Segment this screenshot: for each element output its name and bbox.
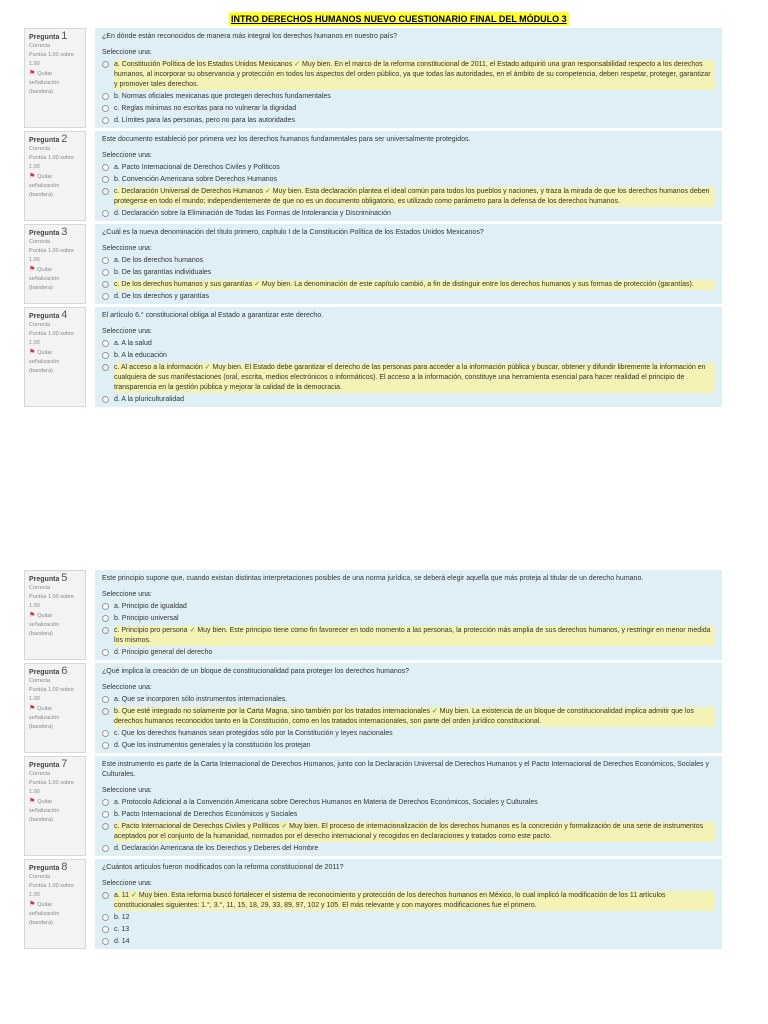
answer-label: a. Protocolo Adicional a la Convención Americana sobre Derechos Humanos en Materia de Derechos Económicos, Sociales y Culturales — [114, 799, 538, 806]
flag-label: Quitar señalización (bandera) — [29, 902, 60, 926]
radio-icon[interactable] — [102, 696, 109, 703]
question-number-label — [29, 228, 81, 238]
answer-option[interactable] — [102, 395, 715, 405]
select-label: Seleccione una: — [102, 684, 152, 691]
answer-text — [114, 395, 715, 405]
flag-toggle[interactable] — [29, 172, 81, 200]
question-info — [24, 570, 86, 660]
check-icon: ✓ — [431, 708, 438, 715]
radio-icon[interactable] — [102, 61, 109, 68]
radio-icon[interactable] — [102, 105, 109, 112]
answer-label: c. De los derechos humanos y sus garantías — [114, 281, 253, 288]
answer-label: b. A la educación — [114, 352, 167, 359]
question-prefix: Pregunta — [29, 762, 60, 769]
radio-icon[interactable] — [102, 269, 109, 276]
answer-feedback: Muy bien. En el marco de la reforma constitucional de 2011, el Estado adquirió una gran responsabilidad respecto a los derechos humanos, al incorporar su observancia y protección en todos los aspectos del orden público, ya que todas las autoridades, en el ámbito de su competencia, deben respetar, proteger, garantizar y promover tales derechos. — [114, 61, 711, 88]
answer-text — [114, 175, 715, 185]
radio-icon[interactable] — [102, 799, 109, 806]
radio-icon[interactable] — [102, 811, 109, 818]
flag-label: Quitar señalización (bandera) — [29, 174, 60, 198]
radio-icon[interactable] — [102, 257, 109, 264]
answer-label: c. Que los derechos humanos sean protegidos sólo por la Constitución y leyes nacionales — [114, 730, 393, 737]
question-number: 3 — [61, 226, 68, 238]
answer-option[interactable] — [102, 741, 715, 751]
answer-text — [114, 913, 715, 923]
answer-option[interactable] — [102, 648, 715, 658]
answer-option[interactable] — [102, 209, 715, 219]
answer-text — [114, 798, 715, 808]
answer-option[interactable] — [102, 925, 715, 935]
answer-option[interactable] — [102, 913, 715, 923]
answer-option[interactable] — [102, 844, 715, 854]
question-1 — [24, 28, 722, 128]
answer-text — [114, 844, 715, 854]
answer-option[interactable] — [102, 92, 715, 102]
answer-label: a. Principio de igualdad — [114, 603, 187, 610]
question-content — [95, 224, 722, 304]
question-text: Este instrumento es parte de la Carta Internacional de Derechos Humanos, junto con la Declaración Universal de Derechos Humanos y el Pacto Internacional de Derechos Económicos, Sociales y Culturales. — [102, 761, 709, 778]
radio-icon[interactable] — [102, 293, 109, 300]
radio-icon[interactable] — [102, 210, 109, 217]
answer-text — [114, 925, 715, 935]
answer-text — [114, 741, 715, 751]
select-label: Seleccione una: — [102, 328, 152, 335]
answer-label: a. A la salud — [114, 340, 152, 347]
answer-option[interactable] — [102, 280, 715, 290]
select-label: Seleccione una: — [102, 880, 152, 887]
answer-label: a. Constitución Política de los Estados Unidos Mexicanos — [114, 61, 293, 68]
flag-toggle[interactable] — [29, 611, 81, 639]
answer-label: b. 12 — [114, 914, 130, 921]
question-status: Correcta — [29, 43, 51, 49]
answer-option[interactable] — [102, 363, 715, 393]
radio-icon[interactable] — [102, 742, 109, 749]
answer-option[interactable] — [102, 163, 715, 173]
answer-text — [114, 116, 715, 126]
answer-label: c. Al acceso a la información — [114, 364, 203, 371]
question-7 — [24, 756, 722, 856]
question-content — [95, 28, 722, 128]
flag-icon: ⚑ — [29, 70, 36, 77]
question-score: Puntúa 1.00 sobre 1.00 — [29, 687, 74, 702]
question-prefix: Pregunta — [29, 576, 60, 583]
questions-block-top — [24, 28, 722, 410]
check-icon: ✓ — [254, 281, 260, 288]
answer-label: c. 13 — [114, 926, 130, 933]
answer-label: d. Declaración sobre la Eliminación de Todas las Formas de Intolerancia y Discriminación — [114, 210, 391, 217]
answer-label: c. Pacto Internacional de Derechos Civiles y Políticos — [114, 823, 280, 830]
radio-icon[interactable] — [102, 823, 109, 830]
answer-label: a. De los derechos humanos — [114, 257, 204, 264]
question-prefix: Pregunta — [29, 230, 60, 237]
answer-text — [114, 60, 715, 90]
question-info — [24, 224, 86, 304]
questions-block-bottom — [24, 570, 722, 952]
question-score: Puntúa 1.00 sobre 1.00 — [29, 248, 74, 263]
flag-icon: ⚑ — [29, 705, 36, 712]
question-number-label — [29, 135, 81, 145]
question-text: El artículo 6.° constitucional obliga al Estado a garantizar este derecho. — [102, 312, 324, 319]
question-number-label — [29, 574, 81, 584]
question-2 — [24, 131, 722, 221]
check-icon: ✓ — [189, 627, 196, 634]
select-label: Seleccione una: — [102, 245, 152, 252]
answer-feedback: Muy bien. Este principio tiene como fin favorecer en todo momento a las personas, la protección más amplia de sus derechos humanos, y restringir en menor medida los mismos. — [114, 627, 711, 644]
flag-icon: ⚑ — [29, 266, 36, 273]
radio-icon[interactable] — [102, 352, 109, 359]
radio-icon[interactable] — [102, 188, 109, 195]
question-status: Correcta — [29, 771, 51, 777]
radio-icon[interactable] — [102, 164, 109, 171]
question-status: Correcta — [29, 322, 51, 328]
question-info — [24, 663, 86, 753]
answer-text — [114, 351, 715, 361]
answer-text — [114, 626, 715, 646]
answer-option[interactable] — [102, 268, 715, 278]
page-title: INTRO DERECHOS HUMANOS NUEVO CUESTIONARIO FINAL DEL MÓDULO 3 — [231, 14, 567, 24]
answer-feedback: Muy bien. La denominación de este capítulo cambió, a fin de distinguir entre los derechos humanos y sus formas de protección (garantías). — [261, 281, 694, 288]
answer-label: c. Principio pro persona — [114, 627, 188, 634]
answer-label: d. Límites para las personas, pero no para las autoridades — [114, 117, 295, 124]
question-status: Correcta — [29, 678, 51, 684]
answer-label: a. 11 — [114, 892, 130, 899]
answer-label: a. Que se incorporen sólo instrumentos internacionales. — [114, 696, 288, 703]
question-prefix: Pregunta — [29, 865, 60, 872]
select-label: Seleccione una: — [102, 787, 152, 794]
answer-option[interactable] — [102, 937, 715, 947]
answer-option[interactable] — [102, 602, 715, 612]
question-number: 8 — [61, 861, 68, 873]
answer-text — [114, 648, 715, 658]
flag-toggle[interactable] — [29, 900, 81, 928]
question-content — [95, 859, 722, 949]
question-number: 2 — [61, 133, 68, 145]
question-5 — [24, 570, 722, 660]
answer-label: b. Principio universal — [114, 615, 179, 622]
answer-feedback: Muy bien. El Estado debe garantizar el derecho de las personas para acceder a la información pública y buscar, obtener y difundir libremente la información en cualquiera de sus manifestaciones (oral, escrita, medios electrónicos o informáticos). El acceso a la información, constituye una herramienta esencial para hacer realidad el principio de transparencia en la gestión pública y mejorar la calidad de la democracia. — [114, 364, 706, 391]
answer-option[interactable] — [102, 292, 715, 302]
answer-label: d. De los derechos y garantías — [114, 293, 209, 300]
check-icon: ✓ — [131, 892, 137, 899]
answer-text — [114, 339, 715, 349]
radio-icon[interactable] — [102, 603, 109, 610]
question-number: 1 — [61, 30, 68, 42]
answer-text — [114, 268, 715, 278]
answer-option[interactable] — [102, 256, 715, 266]
answer-text — [114, 937, 715, 947]
question-info — [24, 28, 86, 128]
answer-feedback: Muy bien. Esta declaración plantea el ideal común para todos los pueblos y naciones, y traza la mirada de que los derechos humanos deben protegerse en todo el mundo; independientemente de que no es un documento obligatorio, es utilizado como parámetro para la defensa de los derechos humanos. — [114, 188, 710, 205]
answer-option[interactable] — [102, 116, 715, 126]
question-score: Puntúa 1.00 sobre 1.00 — [29, 883, 74, 898]
answer-label: b. De las garantías individuales — [114, 269, 212, 276]
question-score: Puntúa 1.00 sobre 1.00 — [29, 52, 74, 67]
flag-toggle[interactable] — [29, 348, 81, 376]
answer-label: c. Reglas mínimas no escritas para no vulnerar la dignidad — [114, 105, 297, 112]
question-prefix: Pregunta — [29, 137, 60, 144]
question-text: ¿En dónde están reconocidos de manera más integral los derechos humanos en nuestro país? — [102, 33, 397, 40]
question-prefix: Pregunta — [29, 669, 60, 676]
answer-label: b. Normas oficiales mexicanas que protegen derechos fundamentales — [114, 93, 331, 100]
question-number-label — [29, 32, 81, 42]
answer-label: d. Principio general del derecho — [114, 649, 213, 656]
radio-icon[interactable] — [102, 281, 109, 288]
radio-icon[interactable] — [102, 364, 109, 371]
flag-toggle[interactable] — [29, 797, 81, 825]
flag-label: Quitar señalización (bandera) — [29, 799, 60, 823]
radio-icon[interactable] — [102, 730, 109, 737]
answer-text — [114, 729, 715, 739]
question-score: Puntúa 1.00 sobre 1.00 — [29, 155, 74, 170]
question-content — [95, 663, 722, 753]
flag-icon: ⚑ — [29, 798, 36, 805]
flag-toggle[interactable] — [29, 704, 81, 732]
question-number: 4 — [61, 309, 68, 321]
answer-feedback: Muy bien. La existencia de un bloque de constitucionalidad implica admitir que los derechos humanos reconocidos tanto en la Constitución, como en los tratados internacionales, son parte del orden jurídico constitucional. — [114, 708, 694, 725]
radio-icon[interactable] — [102, 926, 109, 933]
answer-option[interactable] — [102, 351, 715, 361]
radio-icon[interactable] — [102, 117, 109, 124]
question-content — [95, 570, 722, 660]
question-content — [95, 307, 722, 407]
answer-text — [114, 104, 715, 114]
flag-icon: ⚑ — [29, 901, 36, 908]
radio-icon[interactable] — [102, 708, 109, 715]
flag-icon: ⚑ — [29, 173, 36, 180]
answer-text — [114, 92, 715, 102]
answer-label: b. Pacto Internacional de Derechos Económicos y Sociales — [114, 811, 298, 818]
flag-label: Quitar señalización (bandera) — [29, 71, 60, 95]
answer-text — [114, 810, 715, 820]
question-number-label — [29, 863, 81, 873]
question-score: Puntúa 1.00 sobre 1.00 — [29, 780, 74, 795]
question-info — [24, 131, 86, 221]
check-icon: ✓ — [264, 188, 271, 195]
question-status: Correcta — [29, 239, 51, 245]
question-score: Puntúa 1.00 sobre 1.00 — [29, 331, 74, 346]
flag-icon: ⚑ — [29, 349, 36, 356]
select-label: Seleccione una: — [102, 591, 152, 598]
answer-label: d. 14 — [114, 938, 130, 945]
answer-option[interactable] — [102, 822, 715, 842]
answer-label: b. Convención Americana sobre Derechos Humanos — [114, 176, 278, 183]
question-status: Correcta — [29, 874, 51, 880]
answer-option[interactable] — [102, 810, 715, 820]
answer-label: c. Declaración Universal de Derechos Humanos — [114, 188, 264, 195]
answer-option[interactable] — [102, 707, 715, 727]
question-status: Correcta — [29, 146, 51, 152]
question-text: Este documento estableció por primera vez los derechos humanos fundamentales para ser universalmente protegidos. — [102, 136, 471, 143]
check-icon: ✓ — [204, 364, 211, 371]
flag-label: Quitar señalización (bandera) — [29, 267, 60, 291]
radio-icon[interactable] — [102, 396, 109, 403]
question-text: ¿Cuál es la nueva denominación del título primero, capítulo I de la Constitución Política de los Estados Unidos Mexicanos? — [102, 229, 484, 236]
check-icon: ✓ — [281, 823, 288, 830]
question-number-label — [29, 667, 81, 677]
answer-text — [114, 280, 715, 290]
question-score: Puntúa 1.00 sobre 1.00 — [29, 594, 74, 609]
question-number: 6 — [61, 665, 68, 677]
question-number-label — [29, 760, 81, 770]
flag-icon: ⚑ — [29, 612, 36, 619]
answer-text — [114, 822, 715, 842]
radio-icon[interactable] — [102, 892, 109, 899]
question-prefix: Pregunta — [29, 313, 60, 320]
radio-icon[interactable] — [102, 340, 109, 347]
answer-option[interactable] — [102, 798, 715, 808]
radio-icon[interactable] — [102, 649, 109, 656]
flag-label: Quitar señalización (bandera) — [29, 613, 60, 637]
answer-option[interactable] — [102, 104, 715, 114]
question-3 — [24, 224, 722, 304]
answer-feedback: Muy bien. El proceso de internacionalización de los derechos humanos es la concreción y formalización de una serie de instrumentos aceptados por el conjunto de la humanidad, normados por el derecho internacional y recogidos en declaraciones y tratados como este pacto. — [114, 823, 704, 840]
question-status: Correcta — [29, 585, 51, 591]
answer-text — [114, 187, 715, 207]
answer-option[interactable] — [102, 60, 715, 90]
answer-label: d. Declaración Americana de los Derechos y Deberes del Hombre — [114, 845, 319, 852]
flag-toggle[interactable] — [29, 69, 81, 97]
flag-toggle[interactable] — [29, 265, 81, 293]
answer-text — [114, 256, 715, 266]
answer-label: b. Que esté integrado no solamente por la Carta Magna, sino también por los tratados internacionales — [114, 708, 430, 715]
question-number-label — [29, 311, 81, 321]
radio-icon[interactable] — [102, 938, 109, 945]
question-number: 5 — [61, 572, 68, 584]
answer-text — [114, 163, 715, 173]
radio-icon[interactable] — [102, 93, 109, 100]
answer-text — [114, 602, 715, 612]
answer-text — [114, 363, 715, 393]
question-content — [95, 756, 722, 856]
radio-icon[interactable] — [102, 914, 109, 921]
answer-text — [114, 614, 715, 624]
radio-icon[interactable] — [102, 845, 109, 852]
select-label: Seleccione una: — [102, 152, 152, 159]
answer-label: d. A la pluriculturalidad — [114, 396, 185, 403]
answer-text — [114, 891, 715, 911]
answer-option[interactable] — [102, 729, 715, 739]
question-8 — [24, 859, 722, 949]
radio-icon[interactable] — [102, 615, 109, 622]
question-text: ¿Cuántos artículos fueron modificados con la reforma constitucional de 2011? — [102, 864, 344, 871]
question-info — [24, 307, 86, 407]
question-prefix: Pregunta — [29, 34, 60, 41]
question-text: Este principio supone que, cuando existan distintas interpretaciones posibles de una norma jurídica, se deberá elegir aquella que más proteja al titular de un derecho humano. — [102, 575, 644, 582]
question-content — [95, 131, 722, 221]
answer-option[interactable] — [102, 891, 715, 911]
question-info — [24, 756, 86, 856]
answer-option[interactable] — [102, 175, 715, 185]
flag-label: Quitar señalización (bandera) — [29, 350, 60, 374]
answer-option[interactable] — [102, 187, 715, 207]
answer-option[interactable] — [102, 626, 715, 646]
radio-icon[interactable] — [102, 627, 109, 634]
answer-text — [114, 695, 715, 705]
answer-option[interactable] — [102, 695, 715, 705]
radio-icon[interactable] — [102, 176, 109, 183]
question-text: ¿Qué implica la creación de un bloque de constitucionalidad para proteger los derechos humanos? — [102, 668, 410, 675]
answer-option[interactable] — [102, 339, 715, 349]
answer-option[interactable] — [102, 614, 715, 624]
answer-label: d. Que los instrumentos generales y la constitución los protejan — [114, 742, 311, 749]
flag-label: Quitar señalización (bandera) — [29, 706, 60, 730]
question-4 — [24, 307, 722, 407]
answer-text — [114, 209, 715, 219]
answer-text — [114, 707, 715, 727]
answer-feedback: Muy bien. Esta reforma buscó fortalecer el sistema de reconocimiento y protección de los derechos humanos en México, lo cual implicó la modificación de los 11 artículos constitucionales siguientes: 1.°, 3.°, 11, 15, 18, 29, 33, 89, 97, 102 y 105. El más relevante y con mayores modificaciones fue el primero. — [114, 892, 666, 909]
answer-text — [114, 292, 715, 302]
answer-label: a. Pacto Internacional de Derechos Civiles y Políticos — [114, 164, 280, 171]
question-number: 7 — [61, 758, 68, 770]
check-icon: ✓ — [294, 61, 301, 68]
question-info — [24, 859, 86, 949]
select-label: Seleccione una: — [102, 49, 152, 56]
question-6 — [24, 663, 722, 753]
